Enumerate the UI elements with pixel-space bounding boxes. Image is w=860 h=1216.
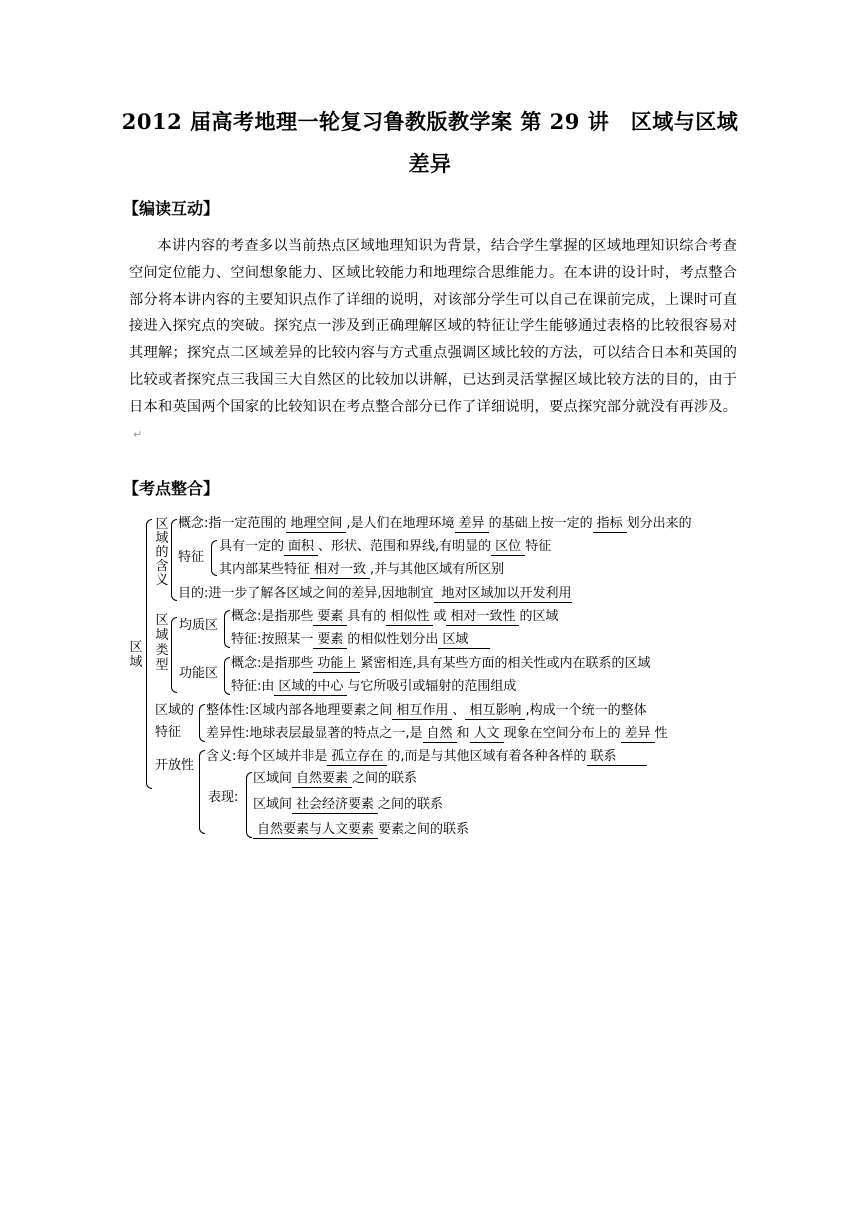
blank-interaction: 相互作用 xyxy=(392,703,452,720)
homogeneous-label: 均质区 xyxy=(179,618,219,633)
meaning-label: 区域的含义 xyxy=(155,517,169,588)
page-title: 2012 届高考地理一轮复习鲁教版教学案 第 29 讲 区域与区域 xyxy=(121,109,739,134)
difference-line: 差异性:地球表层最显著的特点之一,是 自然 和 人文 现象在空间分布上的 差异 性 xyxy=(206,726,668,741)
section-heading-key-points: 【考点整合】 xyxy=(123,479,220,498)
blank-connection: 联系 xyxy=(587,749,647,766)
manifestation-brace xyxy=(246,772,252,838)
meaning-brace xyxy=(171,519,177,601)
blank-area: 面积 xyxy=(284,539,318,556)
blank-adapt-local: 地对区域加以开发利用 xyxy=(434,586,572,603)
page-title-continued: 差异 xyxy=(408,151,452,176)
blank-indicator: 指标 xyxy=(593,516,627,533)
functional-feature: 特征:由 区域的中心 与它所吸引或辐射的范围组成 xyxy=(231,679,517,694)
blank-socioeconomic-elements: 社会经济要素 xyxy=(292,797,378,814)
meaning-concept-line: 概念:指一定范围的 地理空间 ,是人们在地理环境 差异 的基础上按一定的 指标 划分出来的 xyxy=(178,516,692,531)
section-heading-editorial: 【编读互动】 xyxy=(123,199,220,218)
traits-label-2: 特征 xyxy=(155,725,182,740)
blank-natural: 自然 xyxy=(423,726,457,743)
root-brace xyxy=(146,519,152,789)
blank-relative-consistency: 相对一致 xyxy=(310,562,370,579)
blank-function: 功能上 xyxy=(313,656,360,673)
functional-concept: 概念:是指那些 功能上 紧密相连,具有某些方面的相关性或内在联系的区域 xyxy=(231,656,651,671)
blank-element: 要素 xyxy=(313,609,347,626)
blank-similarity: 相似性 xyxy=(386,609,433,626)
blank-human: 人文 xyxy=(470,726,504,743)
homogeneous-brace xyxy=(224,610,230,648)
blank-mutual-influence: 相互影响 xyxy=(465,703,525,720)
integrity-line: 整体性:区域内部各地理要素之间 相互作用 、 相互影响 ,构成一个统一的整体 xyxy=(206,703,647,718)
blank-location: 区位 xyxy=(491,539,525,556)
types-label: 区域类型 xyxy=(155,613,169,673)
functional-brace xyxy=(224,657,230,695)
openness-brace xyxy=(199,750,205,834)
traits-brace xyxy=(199,704,205,742)
blank-difference: 差异 xyxy=(455,516,489,533)
feature-line-1: 具有一定的 面积 、形状、范围和界线,有明显的 区位 特征 xyxy=(219,539,552,554)
blank-geo-space: 地理空间 xyxy=(286,516,346,533)
manifestation-line-3: 自然要素与人文要素 要素之间的联系 xyxy=(253,821,469,839)
openness-label: 开放性 xyxy=(155,758,195,773)
feature-brace xyxy=(211,540,217,576)
manifestation-line-1: 区域间 自然要素 之间的联系 xyxy=(253,771,418,786)
blank-consistency: 相对一致性 xyxy=(446,609,519,626)
meaning-purpose-line: 目的:进一步了解各区域之间的差异,因地制宜 地对区域加以开发利用 xyxy=(178,586,572,601)
blank-element-2: 要素 xyxy=(313,632,347,649)
meaning-feature-label: 特征 xyxy=(178,550,205,565)
blank-isolated: 孤立存在 xyxy=(327,749,387,766)
traits-label-1: 区域的 xyxy=(155,703,195,718)
manifestation-line-2: 区域间 社会经济要素 之间的联系 xyxy=(253,797,444,812)
types-brace xyxy=(171,617,177,693)
return-mark-icon: ↵ xyxy=(133,427,143,441)
functional-label: 功能区 xyxy=(179,666,219,681)
homogeneous-concept: 概念:是指那些 要素 具有的 相似性 或 相对一致性 的区域 xyxy=(231,609,559,624)
homogeneous-feature: 特征:按照某一 要素 的相似性划分出 区域 xyxy=(231,631,490,649)
blank-difference-2: 差异 xyxy=(621,726,655,743)
blank-region-center: 区域的中心 xyxy=(274,679,347,696)
feature-line-2: 其内部某些特征 相对一致 ,并与其他区域有所区别 xyxy=(219,562,505,577)
blank-natural-human-elements: 自然要素与人文要素 xyxy=(253,822,378,839)
manifestation-label: 表现: xyxy=(208,790,239,805)
blank-natural-elements: 自然要素 xyxy=(292,771,352,788)
openness-meaning: 含义:每个区域并非是 孤立存在 的,而是与其他区域有着各种各样的 联系 xyxy=(206,748,647,766)
blank-region: 区域 xyxy=(438,632,490,649)
root-label: 区域 xyxy=(129,640,143,670)
intro-text: 本讲内容的考查多以当前热点区域地理知识为背景，结合学生掌握的区域地理知识综合考查空间定位能力、空间想象能力、区域比较能力和地理综合思维能力。在本讲的设计时，考点整合部分将本讲内容的主要知识点作了详细的说明，对该部分学生可以自己在课前完成，上课时可直接进入探究点的突破。探究点一涉及到正确理解区域的特征让学生能够通过表格的比较很容易对其理解；探究点二区域差异的比较内容与方式重点强调区域比较的方法，可以结合日本和英国的比较或者探究点三我国三大自然区的比较加以讲解，已达到灵活掌握区域比较方法的目的，由于日本和英国两个国家的比较知识在考点整合部分已作了详细说明，要点探究部分就没有再涉及。 xyxy=(129,238,737,415)
